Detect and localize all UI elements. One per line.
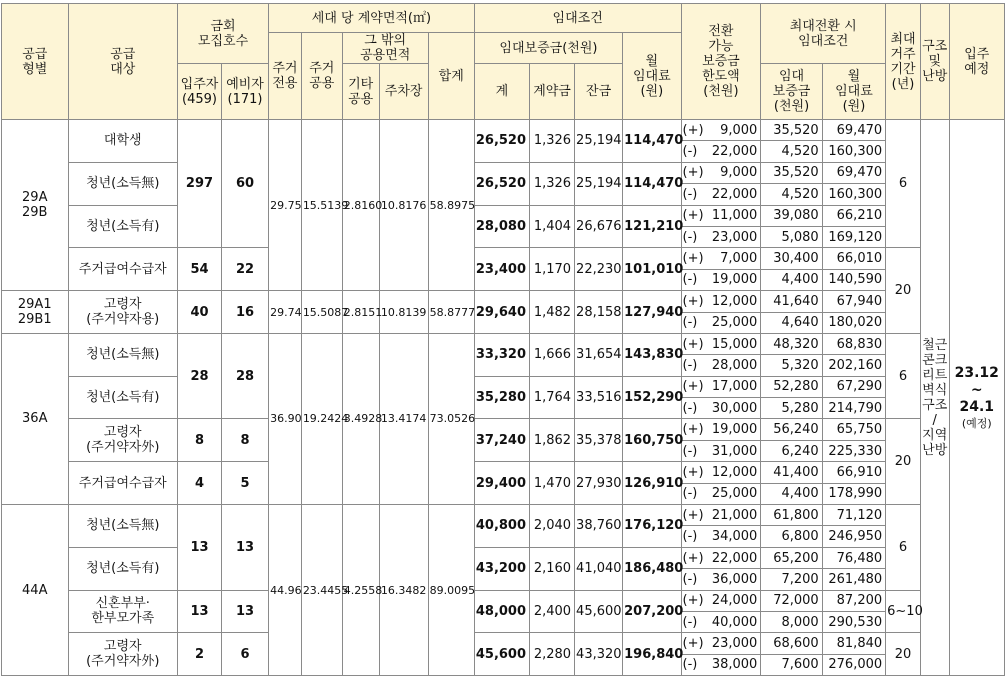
resident-count: 13 <box>178 590 222 633</box>
area-parking: 13.4174 <box>379 333 428 504</box>
move-in-cell <box>949 120 1004 676</box>
area-parking: 10.8176 <box>379 120 428 291</box>
convert-amount: 30,000 <box>708 398 761 419</box>
deposit-contract: 2,280 <box>530 633 575 676</box>
convert-sign: (-) <box>681 483 708 504</box>
max-deposit: 7,600 <box>761 654 822 675</box>
area-other-common: 3.4928 <box>342 333 379 504</box>
deposit-total: 28,080 <box>474 205 529 248</box>
max-deposit: 4,400 <box>761 269 822 290</box>
table-row <box>2 462 1005 483</box>
header-dep-total: 계 <box>474 64 529 120</box>
table-row <box>2 291 1005 312</box>
area-exclusive: 44.96 <box>269 505 302 676</box>
convert-amount: 22,000 <box>708 547 761 568</box>
convert-sign: (-) <box>681 141 708 162</box>
convert-sign: (+) <box>681 333 708 354</box>
deposit-contract: 1,326 <box>530 162 575 205</box>
deposit-contract: 2,160 <box>530 547 575 590</box>
supply-type: 29A 29B <box>2 120 69 291</box>
max-period: 20 <box>886 248 921 334</box>
convert-sign: (-) <box>681 398 708 419</box>
area-shared: 15.5139 <box>301 120 342 291</box>
max-deposit: 52,280 <box>761 376 822 397</box>
deposit-contract: 1,326 <box>530 120 575 163</box>
header-area: 세대 당 계약면적(㎡) <box>269 4 475 33</box>
deposit-total: 43,200 <box>474 547 529 590</box>
deposit-contract: 1,666 <box>530 333 575 376</box>
convert-sign: (+) <box>681 419 708 440</box>
resident-count: 40 <box>178 291 222 334</box>
resident-count: 13 <box>178 505 222 591</box>
max-monthly: 261,480 <box>822 569 885 590</box>
convert-sign: (+) <box>681 376 708 397</box>
deposit-total: 40,800 <box>474 505 529 548</box>
convert-amount: 22,000 <box>708 184 761 205</box>
max-deposit: 5,080 <box>761 226 822 247</box>
resident-count: 28 <box>178 333 222 419</box>
convert-amount: 17,000 <box>708 376 761 397</box>
supply-target: 청년(소득無) <box>68 162 177 205</box>
area-total: 89.0095 <box>428 505 474 676</box>
header-target: 공급 대상 <box>68 4 177 120</box>
convert-amount: 40,000 <box>708 611 761 632</box>
max-monthly: 160,300 <box>822 141 885 162</box>
max-period: 6 <box>886 120 921 248</box>
max-deposit: 8,000 <box>761 611 822 632</box>
convert-amount: 9,000 <box>708 162 761 183</box>
convert-amount: 19,000 <box>708 269 761 290</box>
monthly-rent: 196,840 <box>623 633 681 676</box>
convert-sign: (+) <box>681 462 708 483</box>
convert-sign: (+) <box>681 120 708 141</box>
max-monthly: 76,480 <box>822 547 885 568</box>
table-row <box>2 205 1005 226</box>
deposit-balance: 28,158 <box>575 291 623 334</box>
max-period: 20 <box>886 419 921 505</box>
convert-amount: 24,000 <box>708 590 761 611</box>
monthly-rent: 126,910 <box>623 462 681 505</box>
supply-target: 대학생 <box>68 120 177 163</box>
header-recruit: 금회 모집호수 <box>178 4 269 64</box>
header-max-dep: 임대 보증금 (천원) <box>761 64 822 120</box>
deposit-contract: 1,170 <box>530 248 575 291</box>
deposit-balance: 43,320 <box>575 633 623 676</box>
max-period: 20 <box>886 633 921 676</box>
area-shared: 23.4455 <box>301 505 342 676</box>
deposit-contract: 1,764 <box>530 376 575 419</box>
monthly-rent: 114,470 <box>623 120 681 163</box>
supply-target: 주거급여수급자 <box>68 248 177 291</box>
header-other-shared: 그 밖의 공용면적 <box>342 33 428 64</box>
header-type: 공급 형별 <box>2 4 69 120</box>
monthly-rent: 127,940 <box>623 291 681 334</box>
convert-amount: 25,000 <box>708 312 761 333</box>
monthly-rent: 160,750 <box>623 419 681 462</box>
max-deposit: 4,400 <box>761 483 822 504</box>
convert-sign: (+) <box>681 590 708 611</box>
monthly-rent: 186,480 <box>623 547 681 590</box>
max-monthly: 68,830 <box>822 333 885 354</box>
max-deposit: 65,200 <box>761 547 822 568</box>
supply-type: 36A <box>2 333 69 504</box>
deposit-balance: 35,378 <box>575 419 623 462</box>
max-deposit: 6,240 <box>761 440 822 461</box>
reserve-count: 16 <box>222 291 269 334</box>
deposit-balance: 22,230 <box>575 248 623 291</box>
convert-amount: 11,000 <box>708 205 761 226</box>
max-deposit: 35,520 <box>761 120 822 141</box>
supply-target: 고령자 (주거약자外) <box>68 419 177 462</box>
header-dep-contract: 계약금 <box>530 64 575 120</box>
move-in-note: (예정) <box>961 416 992 430</box>
convert-amount: 25,000 <box>708 483 761 504</box>
max-deposit: 30,400 <box>761 248 822 269</box>
supply-target: 청년(소득有) <box>68 376 177 419</box>
table-row <box>2 633 1005 654</box>
deposit-balance: 33,516 <box>575 376 623 419</box>
max-monthly: 71,120 <box>822 505 885 526</box>
convert-sign: (-) <box>681 269 708 290</box>
header-shared: 주거 공용 <box>301 33 342 120</box>
resident-count: 297 <box>178 120 222 248</box>
supply-target: 청년(소득有) <box>68 547 177 590</box>
header-structure: 구조 및 난방 <box>920 4 949 120</box>
max-deposit: 39,080 <box>761 205 822 226</box>
convert-sign: (-) <box>681 569 708 590</box>
convert-sign: (-) <box>681 184 708 205</box>
max-deposit: 4,520 <box>761 184 822 205</box>
max-deposit: 68,600 <box>761 633 822 654</box>
monthly-rent: 114,470 <box>623 162 681 205</box>
convert-amount: 36,000 <box>708 569 761 590</box>
convert-sign: (-) <box>681 355 708 376</box>
convert-amount: 31,000 <box>708 440 761 461</box>
header-monthly: 월 임대료 (원) <box>623 33 681 120</box>
supply-target: 고령자 (주거약자外) <box>68 633 177 676</box>
resident-count: 54 <box>178 248 222 291</box>
convert-sign: (+) <box>681 547 708 568</box>
deposit-total: 23,400 <box>474 248 529 291</box>
convert-amount: 7,000 <box>708 248 761 269</box>
supply-type: 29A1 29B1 <box>2 291 69 334</box>
area-total: 73.0526 <box>428 333 474 504</box>
supply-target: 주거급여수급자 <box>68 462 177 505</box>
convert-sign: (+) <box>681 205 708 226</box>
max-deposit: 41,400 <box>761 462 822 483</box>
deposit-contract: 1,470 <box>530 462 575 505</box>
deposit-total: 33,320 <box>474 333 529 376</box>
max-deposit: 72,000 <box>761 590 822 611</box>
header-deposit: 임대보증금(천원) <box>474 33 622 64</box>
deposit-balance: 25,194 <box>575 120 623 163</box>
reserve-count: 8 <box>222 419 269 462</box>
convert-amount: 15,000 <box>708 333 761 354</box>
max-deposit: 7,200 <box>761 569 822 590</box>
max-monthly: 65,750 <box>822 419 885 440</box>
convert-amount: 38,000 <box>708 654 761 675</box>
max-monthly: 87,200 <box>822 590 885 611</box>
convert-sign: (-) <box>681 654 708 675</box>
area-exclusive: 29.75 <box>269 120 302 291</box>
area-other-common: 2.8160 <box>342 120 379 291</box>
max-monthly: 169,120 <box>822 226 885 247</box>
monthly-rent: 121,210 <box>623 205 681 248</box>
deposit-total: 48,000 <box>474 590 529 633</box>
convert-sign: (-) <box>681 440 708 461</box>
header-max-period: 최대 거주 기간 (년) <box>886 4 921 120</box>
move-in-date: 23.12 ~ 24.1 <box>954 364 999 415</box>
max-period: 6 <box>886 505 921 591</box>
convert-sign: (+) <box>681 291 708 312</box>
max-deposit: 4,520 <box>761 141 822 162</box>
table-row <box>2 162 1005 183</box>
max-deposit: 48,320 <box>761 333 822 354</box>
convert-amount: 12,000 <box>708 291 761 312</box>
structure-cell: 철근 콘크 리트 벽식 구조 / 지역 난방 <box>920 120 949 676</box>
area-parking: 16.3482 <box>379 505 428 676</box>
deposit-total: 45,600 <box>474 633 529 676</box>
convert-amount: 21,000 <box>708 505 761 526</box>
supply-target: 청년(소득無) <box>68 333 177 376</box>
table-row <box>2 547 1005 568</box>
max-monthly: 202,160 <box>822 355 885 376</box>
lease-table <box>1 3 1005 676</box>
convert-amount: 34,000 <box>708 526 761 547</box>
convert-amount: 12,000 <box>708 462 761 483</box>
max-deposit: 6,800 <box>761 526 822 547</box>
reserve-count: 13 <box>222 505 269 591</box>
deposit-total: 29,400 <box>474 462 529 505</box>
monthly-rent: 176,120 <box>623 505 681 548</box>
supply-target: 청년(소득無) <box>68 505 177 548</box>
max-deposit: 41,640 <box>761 291 822 312</box>
deposit-total: 35,280 <box>474 376 529 419</box>
supply-target: 고령자 (주거약자용) <box>68 291 177 334</box>
deposit-balance: 27,930 <box>575 462 623 505</box>
convert-amount: 23,000 <box>708 226 761 247</box>
max-monthly: 290,530 <box>822 611 885 632</box>
max-deposit: 56,240 <box>761 419 822 440</box>
deposit-balance: 26,676 <box>575 205 623 248</box>
supply-target: 신혼부부· 한부모가족 <box>68 590 177 633</box>
convert-amount: 28,000 <box>708 355 761 376</box>
reserve-count: 5 <box>222 462 269 505</box>
max-monthly: 178,990 <box>822 483 885 504</box>
max-monthly: 69,470 <box>822 162 885 183</box>
table-row <box>2 590 1005 611</box>
resident-count: 4 <box>178 462 222 505</box>
header-convert: 전환 가능 보증금 한도액 (천원) <box>681 4 761 120</box>
resident-count: 8 <box>178 419 222 462</box>
table-row <box>2 376 1005 397</box>
max-period: 6 <box>886 333 921 419</box>
deposit-balance: 31,654 <box>575 333 623 376</box>
deposit-balance: 41,040 <box>575 547 623 590</box>
max-monthly: 66,210 <box>822 205 885 226</box>
convert-sign: (+) <box>681 505 708 526</box>
header-move-in: 입주 예정 <box>949 4 1004 120</box>
table-row <box>2 120 1005 141</box>
convert-sign: (+) <box>681 248 708 269</box>
max-monthly: 67,290 <box>822 376 885 397</box>
max-monthly: 66,010 <box>822 248 885 269</box>
max-monthly: 69,470 <box>822 120 885 141</box>
monthly-rent: 143,830 <box>623 333 681 376</box>
area-shared: 19.2424 <box>301 333 342 504</box>
convert-amount: 19,000 <box>708 419 761 440</box>
area-other-common: 4.2558 <box>342 505 379 676</box>
convert-amount: 23,000 <box>708 633 761 654</box>
deposit-total: 26,520 <box>474 162 529 205</box>
convert-amount: 9,000 <box>708 120 761 141</box>
deposit-contract: 1,862 <box>530 419 575 462</box>
table-row <box>2 419 1005 440</box>
header-max-convert: 최대전환 시 임대조건 <box>761 4 886 64</box>
max-monthly: 66,910 <box>822 462 885 483</box>
max-monthly: 276,000 <box>822 654 885 675</box>
area-total: 58.8975 <box>428 120 474 291</box>
max-monthly: 214,790 <box>822 398 885 419</box>
max-deposit: 61,800 <box>761 505 822 526</box>
reserve-count: 22 <box>222 248 269 291</box>
reserve-count: 60 <box>222 120 269 248</box>
area-exclusive: 36.90 <box>269 333 302 504</box>
max-deposit: 35,520 <box>761 162 822 183</box>
max-deposit: 4,640 <box>761 312 822 333</box>
convert-amount: 22,000 <box>708 141 761 162</box>
convert-sign: (+) <box>681 162 708 183</box>
header-resident: 입주자 (459) <box>178 64 222 120</box>
reserve-count: 6 <box>222 633 269 676</box>
header-reserve: 예비자 (171) <box>222 64 269 120</box>
convert-sign: (-) <box>681 526 708 547</box>
supply-target: 청년(소득有) <box>68 205 177 248</box>
deposit-total: 29,640 <box>474 291 529 334</box>
max-deposit: 5,280 <box>761 398 822 419</box>
table-row <box>2 505 1005 526</box>
max-monthly: 81,840 <box>822 633 885 654</box>
monthly-rent: 207,200 <box>623 590 681 633</box>
deposit-contract: 1,404 <box>530 205 575 248</box>
header-parking: 주차장 <box>379 64 428 120</box>
area-other-common: 2.8151 <box>342 291 379 334</box>
deposit-total: 26,520 <box>474 120 529 163</box>
max-monthly: 160,300 <box>822 184 885 205</box>
area-shared: 15.5087 <box>301 291 342 334</box>
table-row <box>2 248 1005 269</box>
convert-sign: (+) <box>681 633 708 654</box>
deposit-contract: 2,400 <box>530 590 575 633</box>
reserve-count: 13 <box>222 590 269 633</box>
header-dep-balance: 잔금 <box>575 64 623 120</box>
reserve-count: 28 <box>222 333 269 419</box>
deposit-balance: 45,600 <box>575 590 623 633</box>
convert-sign: (-) <box>681 312 708 333</box>
area-exclusive: 29.74 <box>269 291 302 334</box>
convert-sign: (-) <box>681 226 708 247</box>
header-total: 합계 <box>428 33 474 120</box>
max-monthly: 225,330 <box>822 440 885 461</box>
max-deposit: 5,320 <box>761 355 822 376</box>
convert-sign: (-) <box>681 611 708 632</box>
max-monthly: 180,020 <box>822 312 885 333</box>
deposit-balance: 38,760 <box>575 505 623 548</box>
monthly-rent: 152,290 <box>623 376 681 419</box>
header-lease: 임대조건 <box>474 4 681 33</box>
max-monthly: 246,950 <box>822 526 885 547</box>
max-period: 6~10 <box>886 590 921 633</box>
header-max-monthly: 월 임대료 (원) <box>822 64 885 120</box>
deposit-contract: 2,040 <box>530 505 575 548</box>
header-exclusive: 주거 전용 <box>269 33 302 120</box>
deposit-total: 37,240 <box>474 419 529 462</box>
max-monthly: 140,590 <box>822 269 885 290</box>
monthly-rent: 101,010 <box>623 248 681 291</box>
deposit-balance: 25,194 <box>575 162 623 205</box>
area-parking: 10.8139 <box>379 291 428 334</box>
area-total: 58.8777 <box>428 291 474 334</box>
max-monthly: 67,940 <box>822 291 885 312</box>
resident-count: 2 <box>178 633 222 676</box>
table-row <box>2 333 1005 354</box>
header-other-common: 기타 공용 <box>342 64 379 120</box>
deposit-contract: 1,482 <box>530 291 575 334</box>
supply-type: 44A <box>2 505 69 676</box>
